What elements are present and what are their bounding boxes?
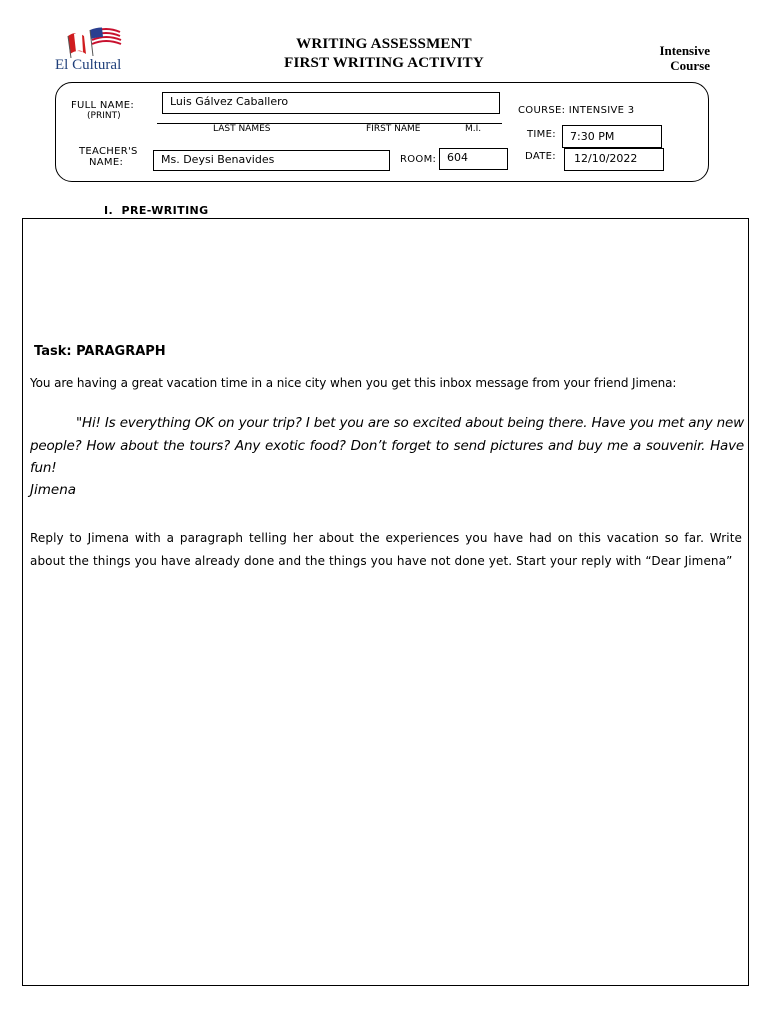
room-field[interactable]: 604 — [439, 148, 508, 170]
room-label: ROOM: — [400, 154, 437, 165]
teacher-label-line2: NAME: — [89, 157, 124, 168]
date-label: DATE: — [525, 151, 556, 162]
full-name-field[interactable]: Luis Gálvez Caballero — [162, 92, 500, 114]
section-heading — [104, 204, 209, 217]
course-label-text: COURSE: — [518, 105, 566, 116]
course-label — [518, 105, 634, 116]
mi-label: M.I. — [465, 124, 482, 134]
logo-text: El Cultural — [55, 57, 122, 73]
task-title: Task: PARAGRAPH — [34, 344, 166, 359]
last-names-label: LAST NAMES — [213, 124, 271, 134]
full-name-label: FULL NAME: — [71, 100, 135, 111]
task-prompt: You are having a great vacation time in a nice city when you get this inbox message from your friend Jimena: — [30, 376, 677, 390]
teacher-label-line1: TEACHER'S — [79, 146, 138, 157]
time-field[interactable]: 7:30 PM — [562, 125, 662, 148]
course-type-line2: Course — [670, 58, 710, 73]
writing-area-frame — [22, 218, 749, 986]
friend-message-text: "Hi! Is everything OK on your trip? I bet you are so excited about being there. Have you met any new people? How about the tours? Any exotic food? Don’t forget to send pictures and buy me a souvenir. Have fun! — [30, 415, 744, 476]
task-instructions: Reply to Jimena with a paragraph telling her about the experiences you have had on this vacation so far. Write about the things you have already done and the things you have not done yet. Start your reply with “Dear Jimena” — [30, 531, 742, 568]
section-number: I. — [104, 204, 114, 217]
section-title: PRE-WRITING — [121, 204, 209, 217]
document-title: WRITING ASSESSMENT — [296, 36, 472, 52]
date-field[interactable]: 12/10/2022 — [564, 148, 664, 171]
message-signature: Jimena — [30, 482, 77, 498]
course-type-line1: Intensive — [659, 43, 710, 58]
teacher-name-field[interactable]: Ms. Deysi Benavides — [153, 150, 390, 171]
print-label: (PRINT) — [87, 111, 121, 121]
course-value: INTENSIVE 3 — [568, 105, 635, 116]
time-label: TIME: — [527, 129, 556, 140]
name-underline — [157, 123, 502, 124]
document-subtitle: FIRST WRITING ACTIVITY — [284, 55, 484, 71]
first-name-label: FIRST NAME — [366, 124, 421, 134]
friend-message — [30, 412, 744, 480]
